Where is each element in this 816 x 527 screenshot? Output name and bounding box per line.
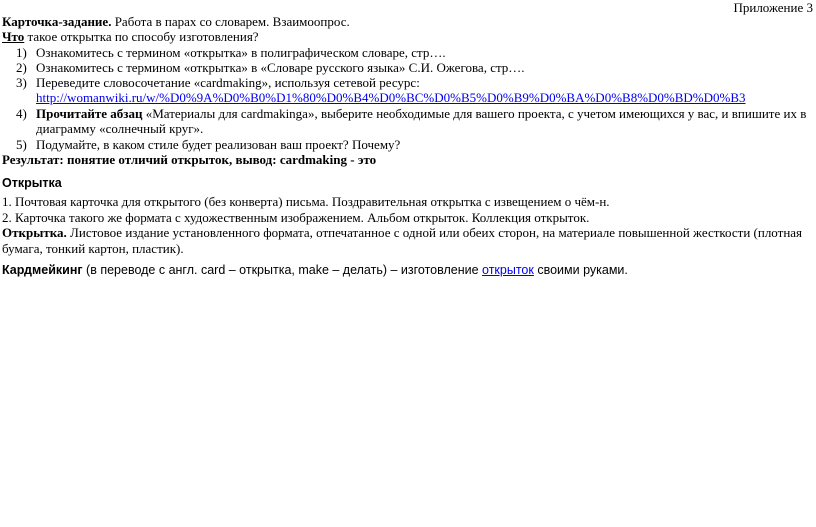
- task-num: 1): [16, 45, 27, 60]
- task-num: 3): [16, 75, 27, 90]
- task-bold: Прочитайте абзац: [36, 106, 143, 121]
- definition-3-line-2: бумага, тонкий картон, пластик).: [2, 241, 184, 256]
- task-item-3: [16, 75, 420, 91]
- task-num: 2): [16, 60, 27, 75]
- result-line: Результат: понятие отличий открыток, вывод: cardmaking - это: [2, 152, 377, 167]
- definition-3-text: Листовое издание установленного формата, отпечатанное с одной или обеих сторон, на материале повышенной жесткости (плотная: [66, 225, 803, 240]
- task-item-4-continuation: диаграмму «солнечный круг».: [36, 121, 204, 136]
- definition-1: 1. Почтовая карточка для открытого (без конверта) письма. Поздравительная открытка с извещением о чём-н.: [2, 194, 610, 209]
- task-text: Переведите словосочетание «cardmaking», используя сетевой ресурс:: [36, 75, 420, 90]
- postcards-link[interactable]: открыток: [482, 263, 534, 277]
- task-text: «Материалы для cardmakinga», выберите необходимые для вашего проекта, с учетом имеющихся у вас, и впишите их в: [142, 106, 807, 121]
- task-item-1: [16, 45, 446, 61]
- task-text: Ознакомитесь с термином «открытка» в полиграфическом словаре, стр….: [36, 45, 446, 60]
- task-text: Ознакомитесь с термином «открытка» в «Словаре русского языка» С.И. Ожегова, стр….: [36, 60, 525, 75]
- task-text: Подумайте, в каком стиле будет реализован ваш проект? Почему?: [36, 137, 401, 152]
- task-item-4: [16, 106, 806, 122]
- appendix-label: Приложение 3: [733, 0, 813, 15]
- question-word: Что: [2, 29, 25, 44]
- definition-2: 2. Карточка такого же формата с художественным изображением. Альбом открыток. Коллекция открыток.: [2, 210, 590, 225]
- womanwiki-link[interactable]: http://womanwiki.ru/w/%D0%9A%D0%B0%D1%80%D0%B4%D0%BC%D0%B5%D0%B9%D0%BA%D0%B8%D0%BD%D0%B3: [36, 90, 746, 105]
- task-card-title-bold: Карточка-задание.: [2, 14, 112, 29]
- task-num: 4): [16, 106, 27, 121]
- task-num: 5): [16, 137, 27, 152]
- question-line: [2, 29, 259, 45]
- definition-3-bold: Открытка.: [2, 225, 67, 240]
- task-card-title-rest: Работа в парах со словарем. Взаимоопрос.: [111, 14, 350, 29]
- definition-3-line-1: [2, 225, 802, 241]
- task-item-3-link-line: [36, 90, 746, 106]
- cardmaking-text: (в переводе с англ. card – открытка, make – делать) – изготовление: [82, 263, 483, 277]
- cardmaking-bold: Кардмейкинг: [2, 263, 83, 277]
- cardmaking-definition: [2, 263, 628, 279]
- task-item-5: [16, 137, 400, 153]
- task-card-title: [2, 14, 350, 30]
- question-rest: такое открытка по способу изготовления?: [24, 29, 259, 44]
- task-item-2: [16, 60, 525, 76]
- term-heading: Открытка: [2, 176, 62, 190]
- cardmaking-tail: своими руками.: [533, 263, 628, 277]
